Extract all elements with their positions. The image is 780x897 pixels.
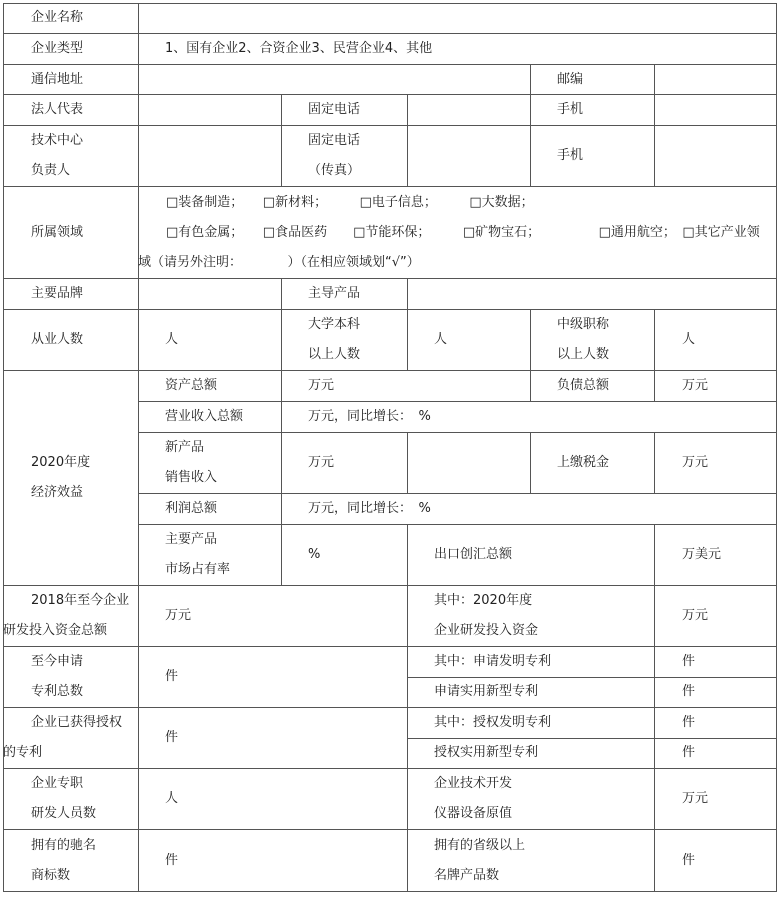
employees-label: 从业人数 (31, 332, 84, 347)
econ-label-2: 经济效益 (31, 485, 84, 500)
tech-center-head-input[interactable] (138, 125, 282, 187)
tech-center-label-2: 负责人 (31, 163, 71, 178)
address-input[interactable] (138, 64, 531, 95)
legal-rep-label: 法人代表 (31, 102, 84, 117)
mobile-2-label: 手机 (557, 148, 584, 163)
patent-apply-label-2: 专利总数 (31, 684, 84, 699)
mid-title-label-2: 以上人数 (557, 347, 610, 362)
patent-apply-unit: 件 (165, 669, 179, 684)
rd-staff-label-1: 企业专职 (31, 776, 84, 791)
mid-title-input[interactable] (654, 309, 777, 371)
company-name-input[interactable] (138, 3, 777, 34)
new-product-label-2: 销售收入 (165, 470, 218, 485)
tax-label: 上缴税金 (557, 455, 610, 470)
rd-2020-input[interactable] (654, 585, 777, 647)
bachelor-input[interactable] (407, 309, 531, 371)
market-share-unit: % (308, 547, 321, 562)
main-product-label: 主导产品 (308, 286, 361, 301)
postcode-input[interactable] (654, 64, 777, 95)
profit-unit: 万元，同比增长： % (308, 501, 431, 516)
equipment-label-1: 企业技术开发 (434, 776, 513, 791)
rd-total-label-1: 2018年至今企业 (31, 593, 130, 608)
mobile-label: 手机 (557, 102, 584, 117)
employees-unit: 人 (165, 332, 179, 347)
brand-product-unit: 件 (682, 853, 696, 868)
brand-product-label-1: 拥有的省级以上 (434, 838, 526, 853)
new-product-label-1: 新产品 (165, 440, 205, 455)
field-options-line-3: 域（请另外注明： ）（在相应领域划“√”） (138, 255, 420, 270)
market-share-label-1: 主要产品 (165, 532, 218, 547)
export-label: 出口创汇总额 (434, 547, 513, 562)
export-unit: 万美元 (682, 547, 722, 562)
new-product-unit: 万元 (308, 455, 335, 470)
utility-granted-input[interactable] (654, 738, 777, 769)
tax-unit: 万元 (682, 455, 709, 470)
field-label: 所属领域 (31, 225, 84, 240)
utility-granted-unit: 件 (682, 745, 696, 760)
main-brand-input[interactable] (138, 278, 282, 310)
invention-apply-input[interactable] (654, 646, 777, 678)
econ-label-cell (3, 370, 139, 586)
rd-staff-input[interactable] (138, 768, 408, 830)
rd-total-unit: 万元 (165, 608, 192, 623)
rd-2020-label-1: 其中：2020年度 (434, 593, 533, 608)
invention-apply-label: 其中：申请发明专利 (434, 654, 552, 669)
fax-label-1: 固定电话 (308, 133, 361, 148)
profit-label: 利润总额 (165, 501, 218, 516)
revenue-label: 营业收入总额 (165, 409, 244, 424)
fixed-phone-label: 固定电话 (308, 102, 361, 117)
bachelor-label-2: 以上人数 (308, 347, 361, 362)
fax-input[interactable] (407, 125, 531, 187)
brand-product-input[interactable] (654, 829, 777, 892)
invention-apply-unit: 件 (682, 654, 696, 669)
company-type-options: 1、国有企业2、合资企业3、民营企业4、其他 (165, 41, 433, 56)
new-product-input[interactable] (281, 432, 408, 494)
equipment-unit: 万元 (682, 791, 709, 806)
rd-2020-unit: 万元 (682, 608, 709, 623)
main-product-input[interactable] (407, 278, 777, 310)
main-brand-label: 主要品牌 (31, 286, 84, 301)
bachelor-unit: 人 (434, 332, 448, 347)
rd-total-label-2: 研发投入资金总额 (3, 623, 108, 638)
utility-apply-unit: 件 (682, 684, 696, 699)
total-assets-unit: 万元 (308, 378, 335, 393)
legal-rep-input[interactable] (138, 94, 282, 126)
address-label: 通信地址 (31, 72, 84, 87)
total-debt-label: 负债总额 (557, 378, 610, 393)
brand-product-label-2: 名牌产品数 (434, 868, 500, 883)
patent-granted-input[interactable] (138, 707, 408, 769)
trademark-input[interactable] (138, 829, 408, 892)
postcode-label-cell (530, 64, 655, 95)
company-type-label: 企业类型 (31, 41, 84, 56)
tax-input[interactable] (654, 432, 777, 494)
tech-center-label-1: 技术中心 (31, 133, 84, 148)
equipment-input[interactable] (654, 768, 777, 830)
new-product-extra-cell[interactable] (407, 432, 531, 494)
bachelor-label-1: 大学本科 (308, 317, 361, 332)
field-options-line-2: □有色金属； □食品医药 □节能环保； □矿物宝石； □通用航空； □其它产业领 (166, 225, 760, 240)
employees-input[interactable] (138, 309, 282, 371)
equipment-label-2: 仪器设备原值 (434, 806, 513, 821)
field-options-line-1: □装备制造； □新材料； □电子信息； □大数据； (166, 195, 534, 210)
mid-title-label-1: 中级职称 (557, 317, 610, 332)
rd-staff-unit: 人 (165, 791, 179, 806)
patent-granted-label-1: 企业已获得授权 (31, 715, 123, 730)
rd-2020-label-2: 企业研发投入资金 (434, 623, 539, 638)
revenue-unit: 万元，同比增长： % (308, 409, 431, 424)
market-share-label-2: 市场占有率 (165, 562, 231, 577)
econ-label-1: 2020年度 (31, 455, 91, 470)
rd-staff-label-2: 研发人员数 (31, 806, 97, 821)
patent-granted-label-2: 的专利 (3, 745, 43, 760)
mobile-label-cell (530, 94, 655, 126)
postcode-label: 邮编 (557, 72, 584, 87)
trademark-label-1: 拥有的驰名 (31, 838, 97, 853)
mobile-2-input[interactable] (654, 125, 777, 187)
mobile-2-label-cell (530, 125, 655, 187)
patent-apply-label-1: 至今申请 (31, 654, 84, 669)
company-name-label: 企业名称 (31, 10, 84, 25)
utility-granted-label: 授权实用新型专利 (434, 745, 539, 760)
total-assets-label: 资产总额 (165, 378, 218, 393)
total-debt-input[interactable] (654, 370, 777, 402)
utility-apply-input[interactable] (654, 677, 777, 708)
invention-granted-unit: 件 (682, 715, 696, 730)
invention-granted-label: 其中：授权发明专利 (434, 715, 552, 730)
total-debt-unit: 万元 (682, 378, 709, 393)
patent-granted-unit: 件 (165, 730, 179, 745)
mid-title-unit: 人 (682, 332, 696, 347)
market-share-input[interactable] (281, 524, 408, 586)
mobile-input[interactable] (654, 94, 777, 126)
patent-apply-input[interactable] (138, 646, 408, 708)
utility-apply-label: 申请实用新型专利 (434, 684, 539, 699)
trademark-unit: 件 (165, 853, 179, 868)
fax-label-2: （传真） (308, 163, 361, 178)
trademark-label-2: 商标数 (31, 868, 71, 883)
fixed-phone-input[interactable] (407, 94, 531, 126)
invention-granted-input[interactable] (654, 707, 777, 739)
